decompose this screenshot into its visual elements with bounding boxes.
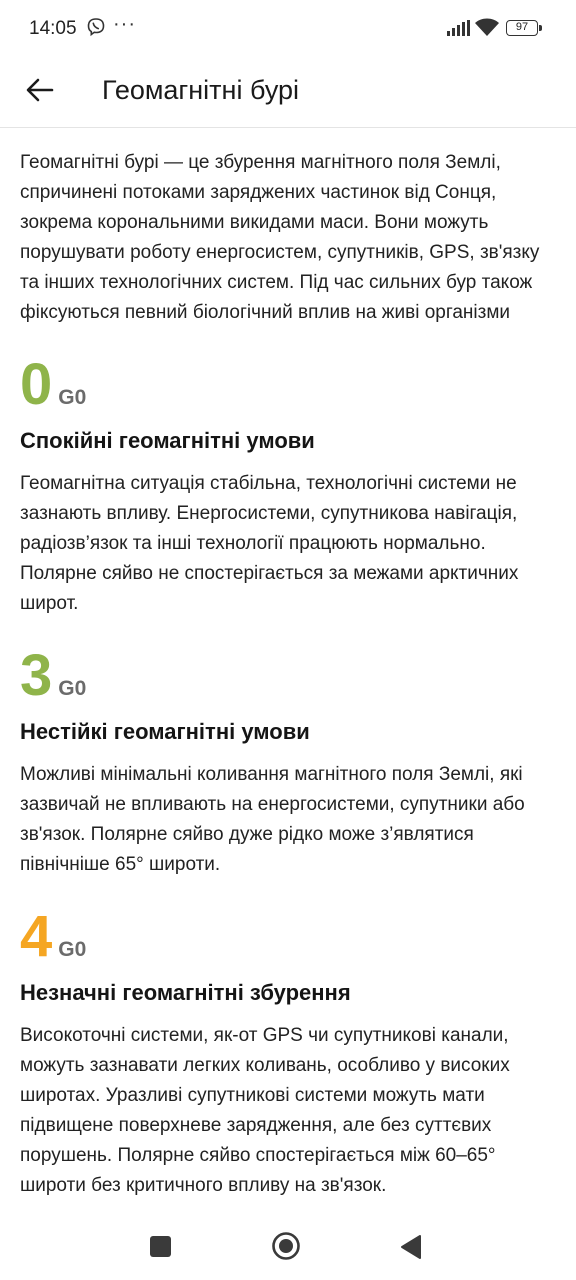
content-area[interactable] [20, 148, 560, 1201]
status-time: 14:05 [29, 18, 77, 39]
battery-indicator: 97 [506, 20, 538, 36]
app-bar [0, 58, 576, 128]
nav-back-button[interactable] [400, 1234, 422, 1260]
wifi-icon [474, 17, 500, 37]
level-description: Високоточні системи, як-от GPS чи супутникові канали, можуть зазнавати легких коливань, особливо у високих широтах. Уразливі супутникові системи можуть мати підвищене поверхневе зарядження, але без суттєвих порушень. Полярне сяйво спостерігається між 60–65° широти без критичного впливу на зв'язок. [20, 1025, 510, 1196]
level-code: G0 [58, 938, 87, 961]
intro-text: Геомагнітні бурі — це збурення магнітного поля Землі, спричинені потоками заряджених частинок від Сонця, зокрема корональними викидами маси. Вони можуть порушувати роботу енергосистем, супутників, GPS, зв'язку та інших технологічних систем. Під час сильних бур також фіксуються певний біологічний вплив на живі організми [20, 152, 540, 323]
status-bar [0, 0, 576, 58]
arrow-left-icon [26, 78, 54, 102]
level-code: G0 [58, 386, 87, 409]
page-title: Геомагнітні бурі [102, 75, 300, 105]
battery-tip [539, 25, 542, 31]
level-title: Спокійні геомагнітні умови [20, 428, 315, 453]
level-description: Можливі мінімальні коливання магнітного поля Землі, які зазвичай не впливають на енергосистеми, супутники або зв'язок. Полярне сяйво дуже рідко може з’являтися північніше 65° широти. [20, 764, 525, 875]
level-code: G0 [58, 677, 87, 700]
viber-icon [86, 17, 106, 37]
level-description: Геомагнітна ситуація стабільна, технологічні системи не зазнають впливу. Енергосистеми, супутникова навігація, радіозв’язок та інші технології працюють нормально. Полярне сяйво не спостерігається за межами арктичних широт. [20, 473, 519, 614]
level-number: 0 [20, 352, 53, 417]
nav-home-button[interactable] [271, 1231, 301, 1261]
level-number: 3 [20, 643, 53, 708]
back-button[interactable] [22, 72, 58, 108]
level-card [20, 354, 560, 619]
level-header [20, 354, 560, 420]
level-header [20, 645, 560, 711]
level-card [20, 645, 560, 880]
level-number: 4 [20, 904, 53, 969]
level-card [20, 906, 560, 1201]
level-title: Незначні геомагнітні збурення [20, 980, 351, 1005]
signal-icon [446, 20, 470, 36]
level-title: Нестійкі геомагнітні умови [20, 719, 310, 744]
system-nav-bar [0, 1222, 576, 1272]
level-header [20, 906, 560, 972]
status-more-dots: ··· [113, 13, 136, 35]
nav-recents-button[interactable] [150, 1236, 171, 1257]
